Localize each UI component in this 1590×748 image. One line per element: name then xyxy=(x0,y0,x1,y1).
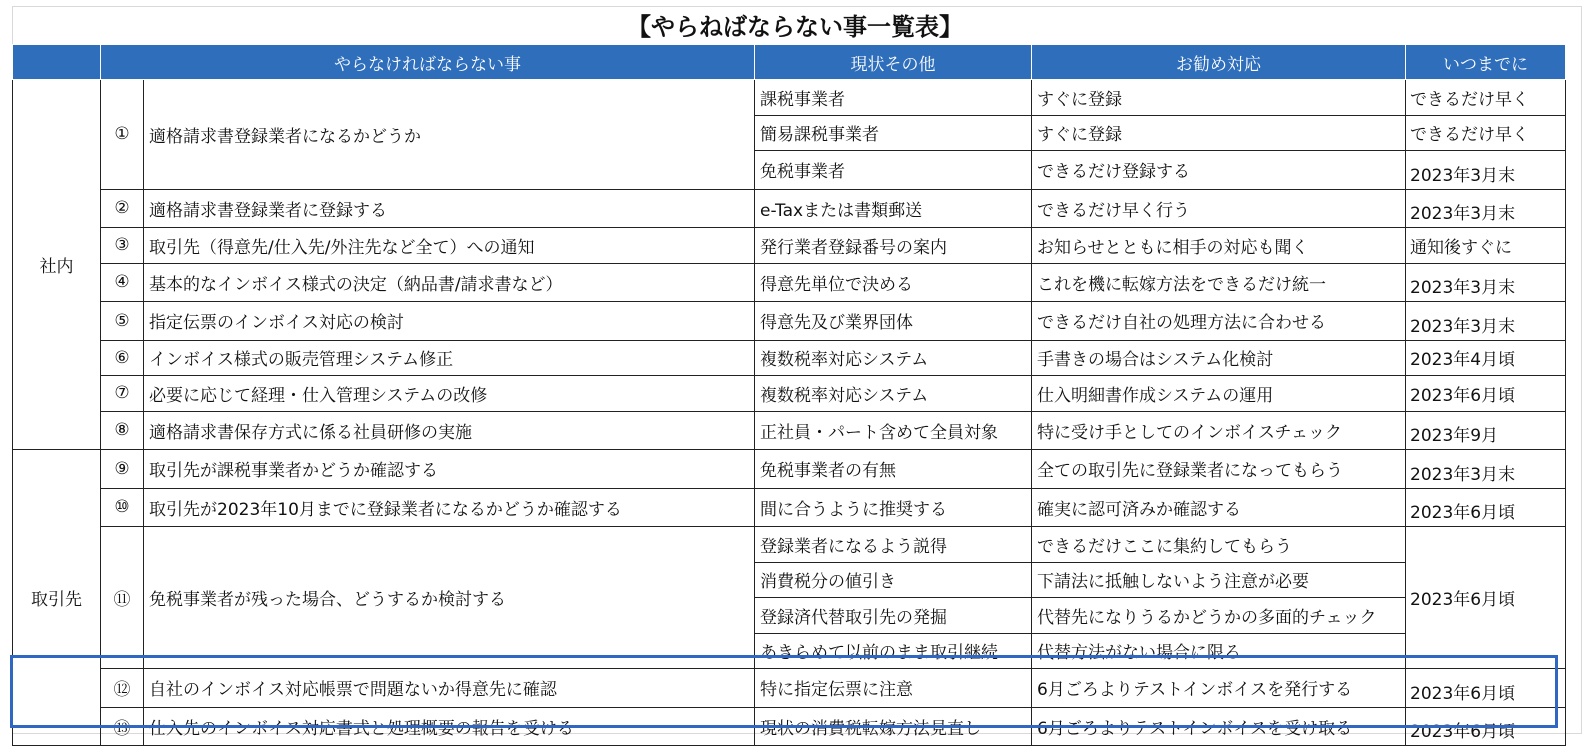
header-row xyxy=(13,45,1566,80)
header-category xyxy=(13,45,101,80)
deadline-cell: 2023年3月末 xyxy=(1406,189,1566,228)
status-cell: 現状の消費税転嫁方法見直し xyxy=(755,707,1032,746)
deadline-cell: 2023年6月頃 xyxy=(1406,527,1566,669)
table-row xyxy=(13,228,1566,264)
recommend-cell: これを機に転嫁方法をできるだけ統一 xyxy=(1032,263,1406,302)
table-row xyxy=(13,669,1566,708)
task-cell: 仕入先のインボイス対応書式と処理概要の報告を受ける xyxy=(144,707,755,746)
header-status: 現状その他 xyxy=(755,45,1032,80)
task-cell: インボイス様式の販売管理システム修正 xyxy=(144,340,755,376)
task-cell: 適格請求書登録業者に登録する xyxy=(144,189,755,228)
recommend-cell: 6月ごろよりテストインボイスを発行する xyxy=(1032,669,1406,708)
table-row xyxy=(13,450,1566,489)
table-row xyxy=(13,302,1566,341)
row-number: ⑨ xyxy=(101,450,144,489)
status-cell: 発行業者登録番号の案内 xyxy=(755,228,1032,264)
recommend-cell: 6月ごろよりテストインボイスを受け取る xyxy=(1032,707,1406,746)
table-row xyxy=(13,707,1566,746)
row-number: ⑫ xyxy=(101,669,144,708)
deadline-cell: 2023年6月頃 xyxy=(1406,707,1566,746)
recommend-cell: できるだけここに集約してもらう xyxy=(1032,527,1406,563)
task-cell: 取引先（得意先/仕入先/外注先など全て）への通知 xyxy=(144,228,755,264)
status-cell: 免税事業者 xyxy=(755,151,1032,190)
recommend-cell: 仕入明細書作成システムの運用 xyxy=(1032,376,1406,412)
status-cell: 免税事業者の有無 xyxy=(755,450,1032,489)
row-number: ③ xyxy=(101,228,144,264)
table-row xyxy=(13,527,1566,563)
task-cell: 適格請求書保存方式に係る社員研修の実施 xyxy=(144,411,755,450)
task-table xyxy=(12,44,1566,746)
row-number: ⑧ xyxy=(101,411,144,450)
task-cell: 基本的なインボイス様式の決定（納品書/請求書など） xyxy=(144,263,755,302)
status-cell: e-Taxまたは書類郵送 xyxy=(755,189,1032,228)
status-cell: 登録業者になるよう説得 xyxy=(755,527,1032,563)
task-cell: 適格請求書登録業者になるかどうか xyxy=(144,80,755,190)
recommend-cell: すぐに登録 xyxy=(1032,80,1406,116)
deadline-cell: 2023年9月 xyxy=(1406,411,1566,450)
status-cell: 複数税率対応システム xyxy=(755,376,1032,412)
status-cell: 登録済代替取引先の発掘 xyxy=(755,598,1032,634)
deadline-cell: 2023年3月末 xyxy=(1406,302,1566,341)
task-cell: 必要に応じて経理・仕入管理システムの改修 xyxy=(144,376,755,412)
table-row xyxy=(13,376,1566,412)
recommend-cell: できるだけ登録する xyxy=(1032,151,1406,190)
status-cell: 特に指定伝票に注意 xyxy=(755,669,1032,708)
status-cell: 課税事業者 xyxy=(755,80,1032,116)
deadline-cell: 2023年3月末 xyxy=(1406,263,1566,302)
row-number: ② xyxy=(101,189,144,228)
deadline-cell: できるだけ早く xyxy=(1406,115,1566,151)
status-cell: 得意先及び業界団体 xyxy=(755,302,1032,341)
header-recommend: お勧め対応 xyxy=(1032,45,1406,80)
table-row xyxy=(13,80,1566,116)
status-cell: 得意先単位で決める xyxy=(755,263,1032,302)
deadline-cell: 2023年6月頃 xyxy=(1406,376,1566,412)
task-cell: 取引先が2023年10月までに登録業者になるかどうか確認する xyxy=(144,488,755,527)
row-number: ⑤ xyxy=(101,302,144,341)
deadline-cell: 2023年6月頃 xyxy=(1406,669,1566,708)
row-number: ⑦ xyxy=(101,376,144,412)
category-suppliers: 取引先 xyxy=(13,450,101,746)
recommend-cell: 手書きの場合はシステム化検討 xyxy=(1032,340,1406,376)
row-number: ⑬ xyxy=(101,707,144,746)
recommend-cell: 代替方法がない場合に限る xyxy=(1032,633,1406,669)
recommend-cell: 特に受け手としてのインボイスチェック xyxy=(1032,411,1406,450)
recommend-cell: できるだけ早く行う xyxy=(1032,189,1406,228)
table-row xyxy=(13,340,1566,376)
recommend-cell: 代替先になりうるかどうかの多面的チェック xyxy=(1032,598,1406,634)
recommend-cell: できるだけ自社の処理方法に合わせる xyxy=(1032,302,1406,341)
status-cell: 消費税分の値引き xyxy=(755,562,1032,598)
deadline-cell: 2023年3月末 xyxy=(1406,450,1566,489)
task-cell: 免税事業者が残った場合、どうするか検討する xyxy=(144,527,755,669)
header-deadline: いつまでに xyxy=(1406,45,1566,80)
recommend-cell: 全ての取引先に登録業者になってもらう xyxy=(1032,450,1406,489)
deadline-cell: 通知後すぐに xyxy=(1406,228,1566,264)
table-row xyxy=(13,488,1566,527)
page-title: 【やらねばならない事一覧表】 xyxy=(627,13,963,41)
deadline-cell: 2023年3月末 xyxy=(1406,151,1566,190)
status-cell: あきらめて以前のまま取引継続 xyxy=(755,633,1032,669)
row-number: ⑥ xyxy=(101,340,144,376)
status-cell: 間に合うように推奨する xyxy=(755,488,1032,527)
status-cell: 正社員・パート含めて全員対象 xyxy=(755,411,1032,450)
deadline-cell: 2023年6月頃 xyxy=(1406,488,1566,527)
task-cell: 自社のインボイス対応帳票で問題ないか得意先に確認 xyxy=(144,669,755,708)
status-cell: 簡易課税事業者 xyxy=(755,115,1032,151)
recommend-cell: お知らせとともに相手の対応も聞く xyxy=(1032,228,1406,264)
table-row xyxy=(13,411,1566,450)
status-cell: 複数税率対応システム xyxy=(755,340,1032,376)
row-number: ⑪ xyxy=(101,527,144,669)
deadline-cell: 2023年4月頃 xyxy=(1406,340,1566,376)
recommend-cell: 下請法に抵触しないよう注意が必要 xyxy=(1032,562,1406,598)
task-cell: 取引先が課税事業者かどうか確認する xyxy=(144,450,755,489)
header-task: やらなければならない事 xyxy=(101,45,755,80)
table-row xyxy=(13,263,1566,302)
table-row xyxy=(13,189,1566,228)
category-internal: 社内 xyxy=(13,80,101,450)
recommend-cell: すぐに登録 xyxy=(1032,115,1406,151)
row-number: ⑩ xyxy=(101,488,144,527)
row-number: ④ xyxy=(101,263,144,302)
recommend-cell: 確実に認可済みか確認する xyxy=(1032,488,1406,527)
row-number: ① xyxy=(101,80,144,190)
deadline-cell: できるだけ早く xyxy=(1406,80,1566,116)
task-cell: 指定伝票のインボイス対応の検討 xyxy=(144,302,755,341)
